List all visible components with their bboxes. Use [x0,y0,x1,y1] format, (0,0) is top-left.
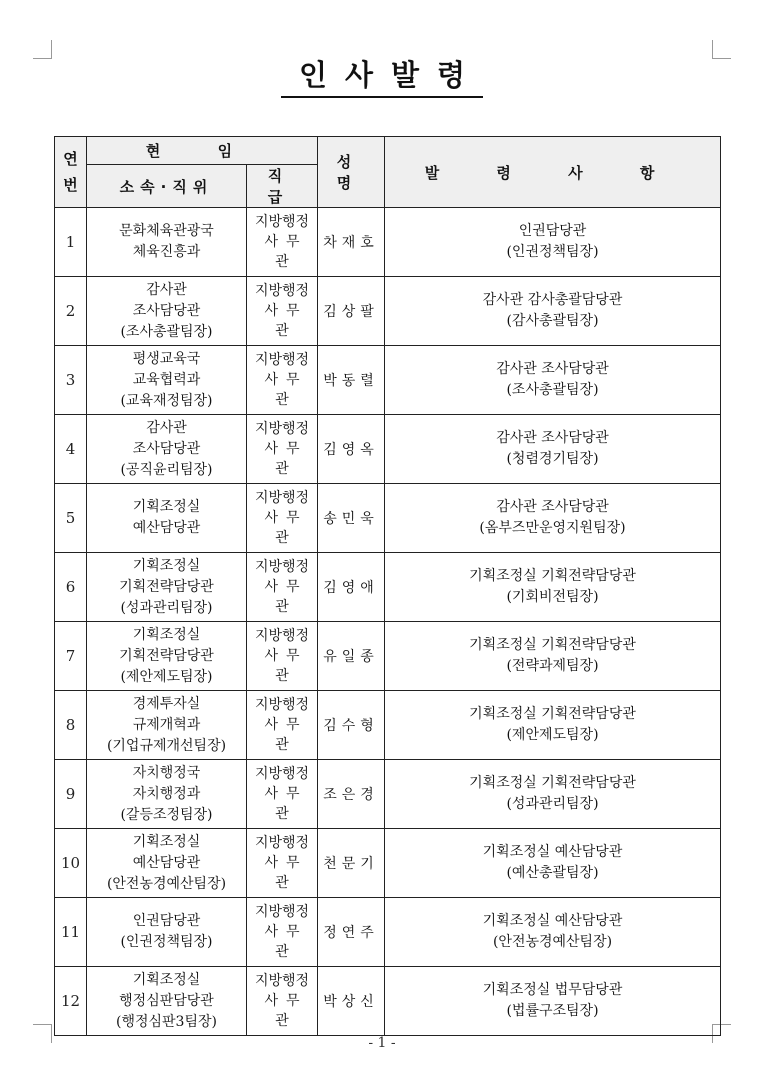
current-department [87,760,247,829]
grade-line: 사무관 [264,303,308,339]
department-line: 행정심판담당관 [119,992,214,1009]
grade-line: 사무관 [264,234,308,270]
order-line: 인권담당관 [518,223,587,239]
current-department [87,277,247,346]
appointment-order [385,277,721,346]
grade-line: 지방행정 [254,559,310,575]
appointment-order [385,829,721,898]
header-grade: 직 급 [247,165,318,208]
appointment-order [385,208,721,277]
current-department [87,484,247,553]
department-line: 감사관 [146,281,187,298]
grade-cell [247,484,318,553]
row-number: 6 [55,553,87,622]
document-title-wrap [0,53,764,98]
person-name: 박동렬 [318,346,385,415]
grade-line: 지방행정 [254,283,310,299]
current-department [87,967,247,1036]
department-line: 경제투자실 [132,695,201,712]
header-current: 현 임 [87,137,318,165]
row-number: 12 [55,967,87,1036]
department-line: (조사총괄팀장) [120,323,213,340]
department-line: 예산담당관 [132,520,201,536]
order-line: (기회비전팀장) [506,589,599,605]
table-row [55,415,721,484]
order-line: 감사관 조사담당관 [496,361,609,377]
department-line: 기획전략담당관 [119,578,214,595]
table-row [55,208,721,277]
row-number: 2 [55,277,87,346]
department-line: 기획조정실 [132,557,201,574]
current-department [87,208,247,277]
grade-line: 사무관 [264,855,308,891]
department-line: 교육협력과 [132,371,201,388]
row-number: 4 [55,415,87,484]
header-no: 연 번 [55,137,87,208]
grade-line: 사무관 [264,924,308,960]
department-line: (기업규제개선팀장) [106,737,227,754]
grade-line: 사무관 [264,786,308,822]
person-name: 천문기 [318,829,385,898]
order-line: 기획조정실 기획전략담당관 [469,706,636,722]
order-line: 감사관 감사총괄담당관 [482,292,623,308]
department-line: 자치행정국 [132,764,201,781]
appointment-order [385,346,721,415]
grade-cell [247,415,318,484]
grade-line: 지방행정 [254,628,310,644]
grade-cell [247,277,318,346]
grade-line: 사무관 [264,993,308,1029]
table-row [55,553,721,622]
person-name: 송민욱 [318,484,385,553]
department-line: 기획조정실 [132,499,201,515]
document-title: 인사발령 [281,53,483,98]
grade-cell [247,967,318,1036]
department-line: 체육진흥과 [132,244,201,260]
department-line: 자치행정과 [132,785,201,802]
department-line: (인권정책팀장) [120,934,213,950]
current-department [87,346,247,415]
current-department [87,415,247,484]
table-row [55,967,721,1036]
order-line: (감사총괄팀장) [506,313,599,329]
grade-line: 지방행정 [254,490,310,506]
department-line: (갈등조정팀장) [120,806,213,823]
current-department [87,691,247,760]
grade-line: 지방행정 [254,214,310,230]
person-name: 조은경 [318,760,385,829]
grade-line: 지방행정 [254,973,310,989]
header-order: 발 령 사 항 [385,137,721,208]
appointment-order [385,967,721,1036]
table-row [55,829,721,898]
order-line: (예산총괄팀장) [506,865,599,881]
appointment-order [385,484,721,553]
person-name: 김영애 [318,553,385,622]
grade-cell [247,691,318,760]
grade-cell [247,208,318,277]
order-line: 기획조정실 기획전략담당관 [469,568,636,584]
appointment-order [385,760,721,829]
table-row [55,622,721,691]
row-number: 5 [55,484,87,553]
grade-line: 사무관 [264,579,308,615]
table-row [55,484,721,553]
table-row [55,277,721,346]
person-name: 차재호 [318,208,385,277]
department-line: 기획조정실 [132,833,201,850]
personnel-table [54,136,721,1036]
department-line: (안전농경예산팀장) [106,875,227,892]
department-line: 조사담당관 [132,440,201,457]
order-line: (성과관리팀장) [506,796,599,812]
grade-line: 지방행정 [254,766,310,782]
grade-cell [247,553,318,622]
person-name: 유일종 [318,622,385,691]
table-body [55,208,721,1036]
grade-cell [247,622,318,691]
row-number: 10 [55,829,87,898]
grade-line: 지방행정 [254,421,310,437]
page-number: - 1 - [368,1035,396,1051]
grade-line: 사무관 [264,441,308,477]
order-line: 감사관 조사담당관 [496,430,609,446]
order-line: 기획조정실 예산담당관 [482,844,623,860]
order-line: (제안제도팀장) [506,727,599,743]
order-line: 감사관 조사담당관 [496,499,609,515]
appointment-order [385,553,721,622]
order-line: 기획조정실 기획전략담당관 [469,637,636,653]
department-line: (성과관리팀장) [120,599,213,616]
current-department [87,829,247,898]
row-number: 3 [55,346,87,415]
order-line: (옴부즈만운영지원팀장) [479,520,626,536]
row-number: 11 [55,898,87,967]
order-line: 기획조정실 법무담당관 [482,982,623,998]
department-line: 인권담당관 [132,913,201,929]
department-line: 조사담당관 [132,302,201,319]
order-line: 기획조정실 예산담당관 [482,913,623,929]
row-number: 8 [55,691,87,760]
order-line: (전략과제팀장) [506,658,599,674]
row-number: 7 [55,622,87,691]
order-line: (청렴경기팀장) [506,451,599,467]
person-name: 김상팔 [318,277,385,346]
department-line: (제안제도팀장) [120,668,213,685]
order-line: (안전농경예산팀장) [492,934,613,950]
order-line: (인권정책팀장) [506,244,599,260]
appointment-order [385,622,721,691]
table-row [55,691,721,760]
grade-cell [247,346,318,415]
order-line: (법률구조팀장) [506,1003,599,1019]
person-name: 박상신 [318,967,385,1036]
table-row [55,898,721,967]
grade-line: 사무관 [264,510,308,546]
department-line: (교육재정팀장) [120,392,213,409]
grade-line: 사무관 [264,648,308,684]
grade-line: 지방행정 [254,904,310,920]
row-number: 1 [55,208,87,277]
current-department [87,553,247,622]
department-line: 평생교육국 [132,350,201,367]
grade-line: 사무관 [264,372,308,408]
grade-line: 사무관 [264,717,308,753]
appointment-order [385,898,721,967]
department-line: 기획전략담당관 [119,647,214,664]
department-line: (행정심판3팀장) [116,1013,217,1030]
grade-line: 지방행정 [254,697,310,713]
table-row [55,760,721,829]
appointment-order [385,691,721,760]
grade-cell [247,760,318,829]
department-line: 감사관 [146,419,187,436]
header-dept: 소속·직위 [87,165,247,208]
person-name: 김수형 [318,691,385,760]
order-line: (조사총괄팀장) [506,382,599,398]
current-department [87,622,247,691]
grade-cell [247,829,318,898]
grade-line: 지방행정 [254,835,310,851]
grade-cell [247,898,318,967]
department-line: 기획조정실 [132,971,201,988]
department-line: (공직윤리팀장) [120,461,213,478]
grade-line: 지방행정 [254,352,310,368]
department-line: 문화체육관광국 [119,223,214,239]
department-line: 규제개혁과 [132,716,201,733]
current-department [87,898,247,967]
department-line: 기획조정실 [132,626,201,643]
appointment-order [385,415,721,484]
table-row [55,346,721,415]
person-name: 김영옥 [318,415,385,484]
row-number: 9 [55,760,87,829]
order-line: 기획조정실 기획전략담당관 [469,775,636,791]
header-name: 성 명 [318,137,385,208]
department-line: 예산담당관 [132,854,201,871]
person-name: 정연주 [318,898,385,967]
